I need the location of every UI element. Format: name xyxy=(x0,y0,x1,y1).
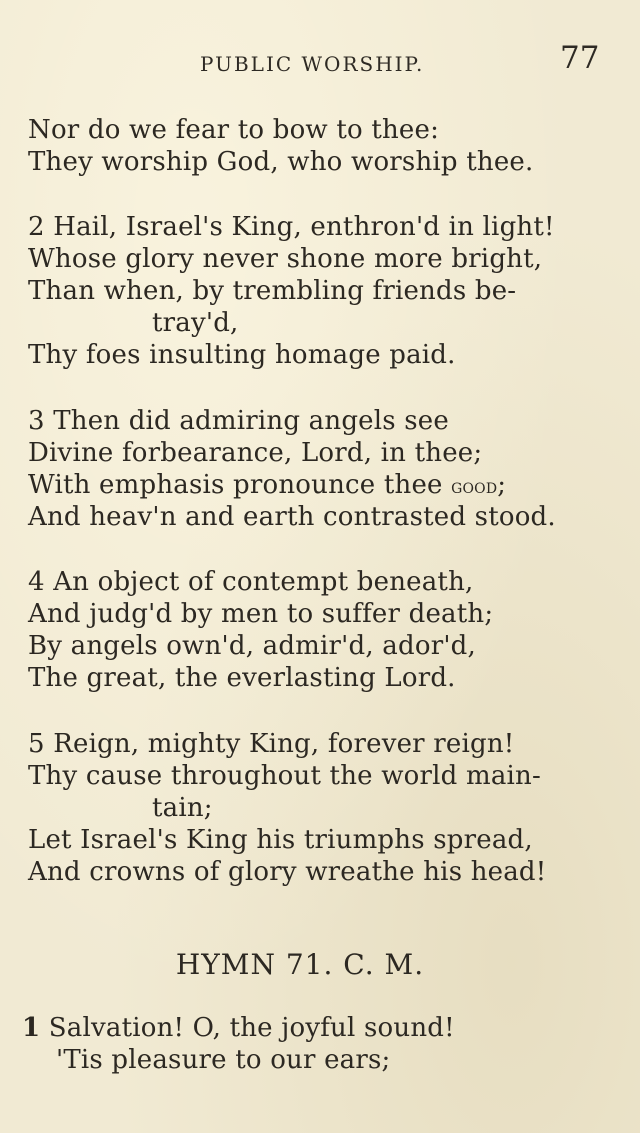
verse-line: 'Tis pleasure to our ears; xyxy=(56,1045,391,1075)
verse-line xyxy=(28,469,506,502)
verse-text: Salvation! O, the joyful sound! xyxy=(48,1013,455,1043)
verse-line-continuation: tray'd, xyxy=(152,308,239,338)
verse-line: 3 Then did admiring angels see xyxy=(28,406,449,436)
verse-line xyxy=(22,1012,455,1044)
verse-line: Thy cause throughout the world main- xyxy=(28,761,541,791)
verse-punctuation: ; xyxy=(497,470,507,500)
verse-line: The great, the everlasting Lord. xyxy=(28,663,456,693)
verse-line: Whose glory never shone more bright, xyxy=(28,244,543,274)
verse-line: Divine forbearance, Lord, in thee; xyxy=(28,438,483,468)
verse-line: 4 An object of contempt beneath, xyxy=(28,567,474,597)
hymn-title: HYMN 71. C. M. xyxy=(175,948,425,981)
verse-line: And crowns of glory wreathe his head! xyxy=(28,857,547,887)
page-number: 77 xyxy=(560,40,600,76)
verse-line: By angels own'd, admir'd, ador'd, xyxy=(28,631,476,661)
verse-line: They worship God, who worship thee. xyxy=(28,147,534,177)
small-caps-word: good xyxy=(451,474,498,498)
running-head: PUBLIC WORSHIP. xyxy=(200,52,425,76)
verse-line-continuation: tain; xyxy=(152,793,213,823)
verse-line: Than when, by trembling friends be- xyxy=(28,276,517,306)
verse-line: 2 Hail, Israel's King, enthron'd in light! xyxy=(28,212,555,242)
verse-line: And heav'n and earth contrasted stood. xyxy=(28,502,556,532)
verse-line: Nor do we fear to bow to thee: xyxy=(28,115,440,145)
verse-line: 5 Reign, mighty King, forever reign! xyxy=(28,729,515,759)
verse-line: Thy foes insulting homage paid. xyxy=(28,340,456,370)
stanza-number: 1 xyxy=(22,1013,41,1043)
verse-text: With emphasis pronounce thee xyxy=(28,470,443,500)
verse-line: Let Israel's King his triumphs spread, xyxy=(28,825,533,855)
verse-line: And judg'd by men to suffer death; xyxy=(28,599,494,629)
